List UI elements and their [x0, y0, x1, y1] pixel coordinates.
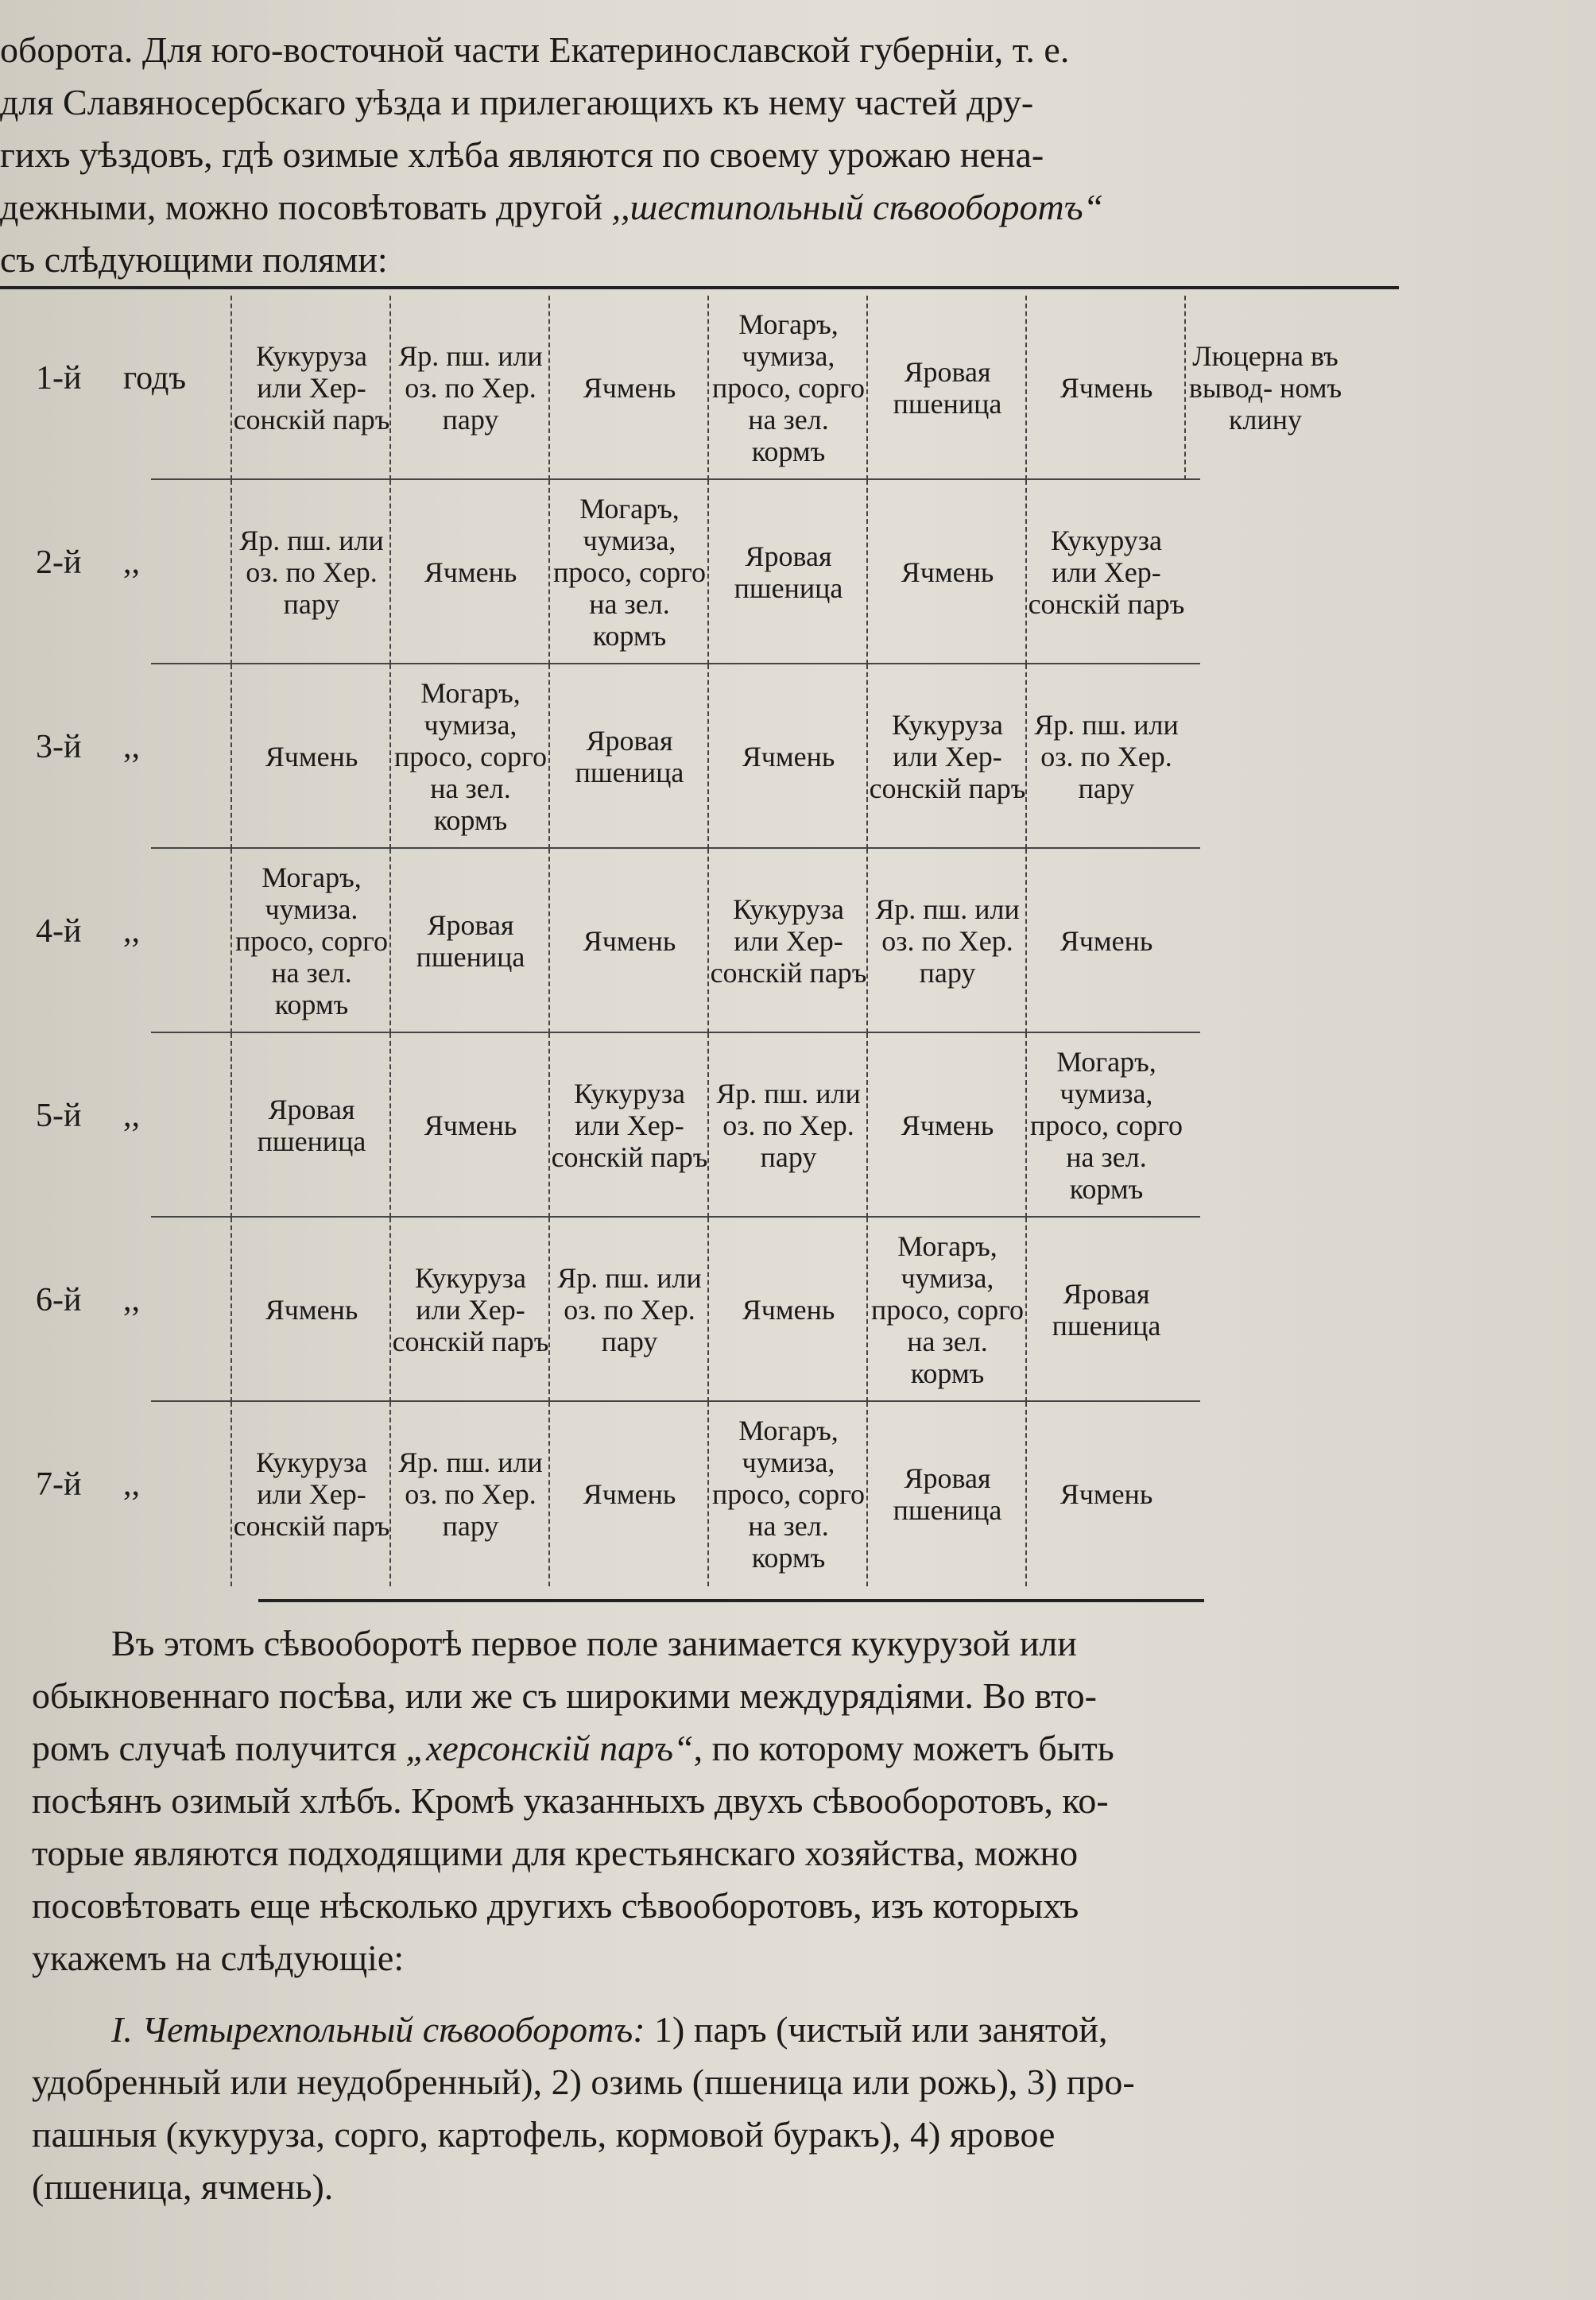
rotation-cell: Могаръ, чумиза. просо, сорго на зел. кормъ [230, 849, 391, 1033]
item1-title: I. Четырехпольный сѣвооборотъ: [111, 2009, 645, 2050]
rotation-cell: Яровая пшеница [548, 664, 709, 849]
rotation-cell: Ячмень [1025, 296, 1186, 480]
rotation-cell: Кукуруза или Хер- сонскій паръ [707, 849, 868, 1033]
rotation-cell: Яровая пшеница [866, 1402, 1027, 1586]
outro-line-1: Въ этомъ сѣвооборотѣ первое поле занимается кукурузой или [111, 1623, 1077, 1663]
rotation-cell: Ячмень [866, 1033, 1027, 1218]
rotation-cell: Яр. пш. или оз. по Хер. пару [389, 1402, 550, 1586]
rotation-year-number: 6-й [36, 1282, 82, 1318]
rotation-cell: Люцерна въ вывод- номъ клину [1184, 296, 1345, 480]
rotation-cell: Яровая пшеница [707, 480, 868, 664]
rotation-year [36, 544, 219, 582]
rotation-cell: Яр. пш. или оз. по Хер. пару [389, 296, 550, 480]
rotation-row [16, 480, 1447, 664]
rotation-cell: Кукуруза или Хер- сонскій паръ [548, 1033, 709, 1218]
rotation-year-suffix: ,, [123, 1466, 140, 1503]
intro-line-3: гихъ уѣздовъ, гдѣ озимые хлѣба являются по своему урожаю нена- [0, 134, 1044, 175]
rotation-cell: Ячмень [548, 849, 709, 1033]
rotation-cell: Могаръ, чумиза, просо, сорго на зел. кормъ [707, 1402, 868, 1586]
rotation-year-number: 3-й [36, 729, 82, 765]
intro-line-2: для Славяносербскаго уѣзда и прилегающихъ къ нему частей дру- [0, 82, 1034, 122]
item1-line-1 [32, 2004, 1455, 2056]
rotation-year-number: 4-й [36, 913, 82, 950]
rotation-year [36, 912, 219, 951]
rotation-row [16, 849, 1447, 1033]
rotation-cell: Ячмень [548, 296, 709, 480]
outro-line-3 [32, 1722, 1455, 1775]
rotation-cell: Яровая пшеница [230, 1033, 391, 1218]
outro-line-7: укажемъ на слѣдующіе: [32, 1938, 405, 1978]
rotation-cell: Могаръ, чумиза, просо, сорго на зел. кормъ [707, 296, 868, 480]
rotation-year [36, 1281, 219, 1319]
intro-line-4-text: дежными, можно посовѣтовать другой [0, 187, 603, 227]
rotation-cell: Яр. пш. или оз. по Хер. пару [866, 849, 1027, 1033]
rotation-row [16, 1218, 1447, 1402]
rotation-cell: Могаръ, чумиза, просо, сорго на зел. кормъ [548, 480, 709, 664]
rotation-year-suffix: ,, [123, 913, 140, 950]
rotation-cell: Могаръ, чумиза, просо, сорго на зел. кормъ [866, 1218, 1027, 1402]
rotation-cell: Яр. пш. или оз. по Хер. пару [1025, 664, 1186, 849]
rotation-year-suffix: ,, [123, 544, 140, 581]
rotation-year-suffix: годъ [123, 360, 187, 397]
rotation-cell: Яр. пш. или оз. по Хер. пару [230, 480, 391, 664]
rotation-cell: Ячмень [707, 664, 868, 849]
rotation-row [16, 1402, 1447, 1586]
rotation-year-suffix: ,, [123, 729, 140, 765]
rotation-year-suffix: ,, [123, 1282, 140, 1318]
crop-rotation-table [16, 296, 1447, 1591]
rotation-cell: Ячмень [866, 480, 1027, 664]
rotation-cell: Яровая пшеница [389, 849, 550, 1033]
rotation-year-number: 1-й [36, 360, 82, 397]
item1-line-4: (пшеница, ячмень). [32, 2166, 334, 2207]
rotation-row [16, 1033, 1447, 1218]
intro-line-5: съ слѣдующими полями: [0, 239, 388, 280]
rotation-cell: Ячмень [230, 664, 391, 849]
rotation-cell: Кукуруза или Хер- сонскій паръ [230, 296, 391, 480]
intro-emphasis: ,,шестипольный сѣвооборотъ“ [611, 187, 1104, 227]
rotation-cell: Яровая пшеница [866, 296, 1027, 480]
rotation-cell: Ячмень [389, 480, 550, 664]
rotation-cell: Могаръ, чумиза, просо, сорго на зел. кормъ [389, 664, 550, 849]
rotation-year-suffix: ,, [123, 1098, 140, 1134]
rotation-cell: Кукуруза или Хер- сонскій паръ [1025, 480, 1186, 664]
outro-line-3-tail: , по которому можетъ быть [693, 1728, 1114, 1768]
rotation-cell: Ячмень [1025, 1402, 1186, 1586]
intro-line-1: оборота. Для юго-восточной части Екатеринославской губерніи, т. е. [0, 29, 1070, 70]
outro-paragraph [32, 1617, 1455, 2213]
rotation-year [36, 359, 219, 397]
rotation-cell: Ячмень [1025, 849, 1186, 1033]
item1-line-3: пашныя (кукуруза, сорго, картофель, кормовой буракъ), 4) яровое [32, 2114, 1056, 2155]
rotation-cell: Яровая пшеница [1025, 1218, 1186, 1402]
rotation-cell: Ячмень [230, 1218, 391, 1402]
rotation-year-number: 5-й [36, 1098, 82, 1134]
rotation-cell: Ячмень [707, 1218, 868, 1402]
item1-line-2: удобренный или неудобренный), 2) озимь (пшеница или рожь), 3) про- [32, 2062, 1135, 2102]
outro-line-6: посовѣтовать еще нѣсколько другихъ сѣвооборотовъ, изъ которыхъ [32, 1885, 1079, 1926]
intro-paragraph [0, 24, 1431, 286]
rotation-row [16, 664, 1447, 849]
item1-text: 1) паръ (чистый или занятой, [645, 2009, 1108, 2050]
outro-line-5: торые являются подходящими для крестьянскаго хозяйства, можно [32, 1833, 1079, 1873]
rotation-year-number: 2-й [36, 544, 82, 581]
rotation-cell: Кукуруза или Хер- сонскій паръ [389, 1218, 550, 1402]
rotation-cell: Яр. пш. или оз. по Хер. пару [548, 1218, 709, 1402]
outro-line-4: посѣянъ озимый хлѣбъ. Кромѣ указанныхъ двухъ сѣвооборотовъ, ко- [32, 1780, 1109, 1821]
rotation-year [36, 728, 219, 766]
rotation-cell: Ячмень [548, 1402, 709, 1586]
rotation-cell: Кукуруза или Хер- сонскій паръ [230, 1402, 391, 1586]
rotation-year [36, 1097, 219, 1135]
intro-line-4 [0, 181, 1431, 234]
rotation-cell: Ячмень [389, 1033, 550, 1218]
rotation-year-number: 7-й [36, 1466, 82, 1503]
outro-line-3-text: ромъ случаѣ получится [32, 1728, 397, 1768]
rotation-year [36, 1466, 219, 1504]
table-top-rule [0, 286, 1399, 289]
rotation-cell: Кукуруза или Хер- сонскій паръ [866, 664, 1027, 849]
table-bottom-rule [258, 1599, 1204, 1602]
rotation-row [16, 296, 1447, 480]
rotation-cell: Яр. пш. или оз. по Хер. пару [707, 1033, 868, 1218]
outro-line-2: обыкновеннаго посѣва, или же съ широкими междурядіями. Во вто- [32, 1675, 1097, 1716]
outro-emphasis: „херсонскій паръ“ [405, 1728, 694, 1768]
rotation-cell: Могаръ, чумиза, просо, сорго на зел. кормъ [1025, 1033, 1186, 1218]
